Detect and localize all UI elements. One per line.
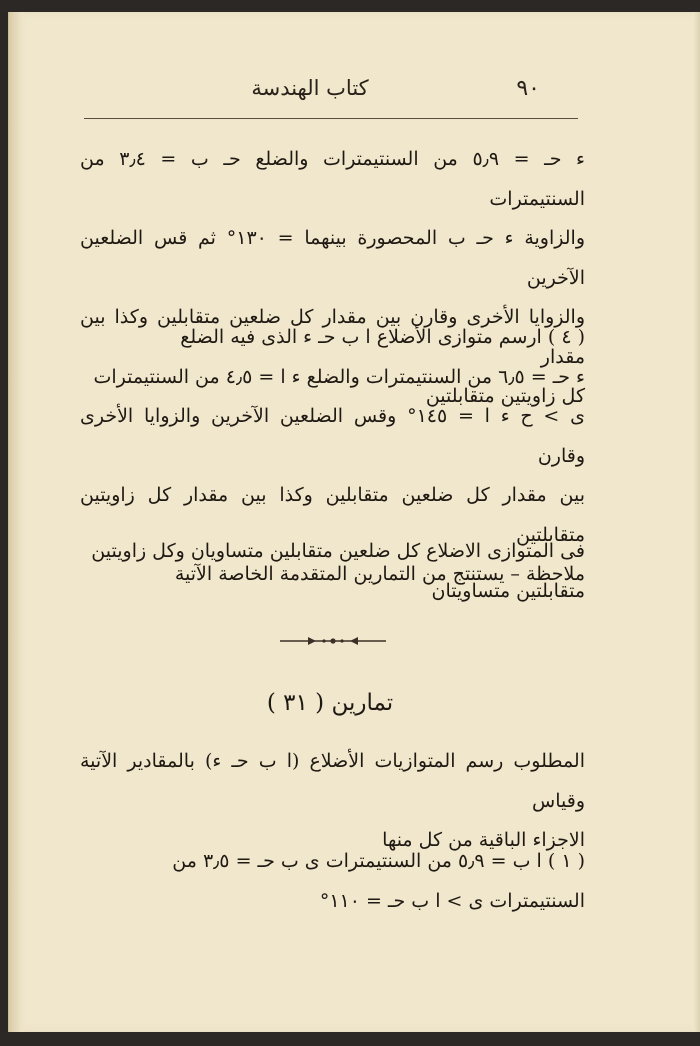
page-gutter: [9, 12, 23, 1032]
exercise-item-1: [80, 842, 585, 921]
header-rule: [84, 118, 550, 119]
text-line: متقابلتين متساويتان: [431, 579, 585, 602]
running-title: كتاب الهندسة: [251, 76, 369, 100]
text-line: ء حـ = ٦٫٥ من السنتيمترات والضلع ء ا = ٤٫٥ من السنتيمترات: [93, 365, 585, 388]
text-line: المطلوب رسم المتوازيات الأضلاع (ا ب حـ ء) بالمقادير الآتية وقياس: [80, 750, 585, 812]
header-rule-short: [550, 118, 578, 119]
text-line: ء حـ = ٥٫٩ من السنتيمترات والضلع حـ ب = ٣٫٤ من السنتيمترات: [80, 148, 585, 210]
paragraph-3: [80, 532, 585, 611]
scan-bottom-edge: [0, 1032, 700, 1046]
text-line: السنتيمترات ى > ا ب حـ = ١١٠°: [319, 889, 585, 912]
text-line: ى > ح ء ا = ١٤٥° وقس الضلعين الآخرين والزوايا الأخرى وقارن: [80, 405, 585, 467]
page-right-edge: [693, 12, 700, 1032]
text-line: والزاوية ء حـ ب المحصورة بينهما = ١٣٠° ثم قس الضلعين الآخرين: [80, 227, 585, 289]
text-line: والزوايا الأخرى وقارن بين مقدار كل ضلعين متقابلين وكذا بين مقدار: [80, 306, 586, 368]
text-line: كل زاويتين متقابلتين: [425, 385, 585, 407]
text-line: فى المتوازى الاضلاع كل ضلعين متقابلين متساويان وكل زاويتين: [91, 540, 585, 562]
text-line: ( ١ ) ا ب = ٥٫٩ من السنتيمترات ى ب حـ = ٣٫٥ من: [172, 850, 585, 872]
text-line: الاجزاء الباقية من كل منها: [382, 829, 585, 851]
text-line: ( ٤ ) ارسم متوازى الأضلاع ا ب حـ ء الذى فيه الضلع: [180, 326, 585, 348]
text-line: بين مقدار كل ضلعين متقابلين وكذا بين مقدار كل زاويتين متقابلتين: [80, 484, 585, 546]
text-line: ملاحظة – يستنتج من التمارين المتقدمة الخاصة الآتية: [174, 563, 585, 585]
page-number: ٩٠: [516, 76, 540, 101]
section-divider-ornament: [278, 634, 388, 648]
page-header: [70, 76, 550, 110]
exercise-title: تمارين ( ٣١ ): [266, 690, 394, 716]
